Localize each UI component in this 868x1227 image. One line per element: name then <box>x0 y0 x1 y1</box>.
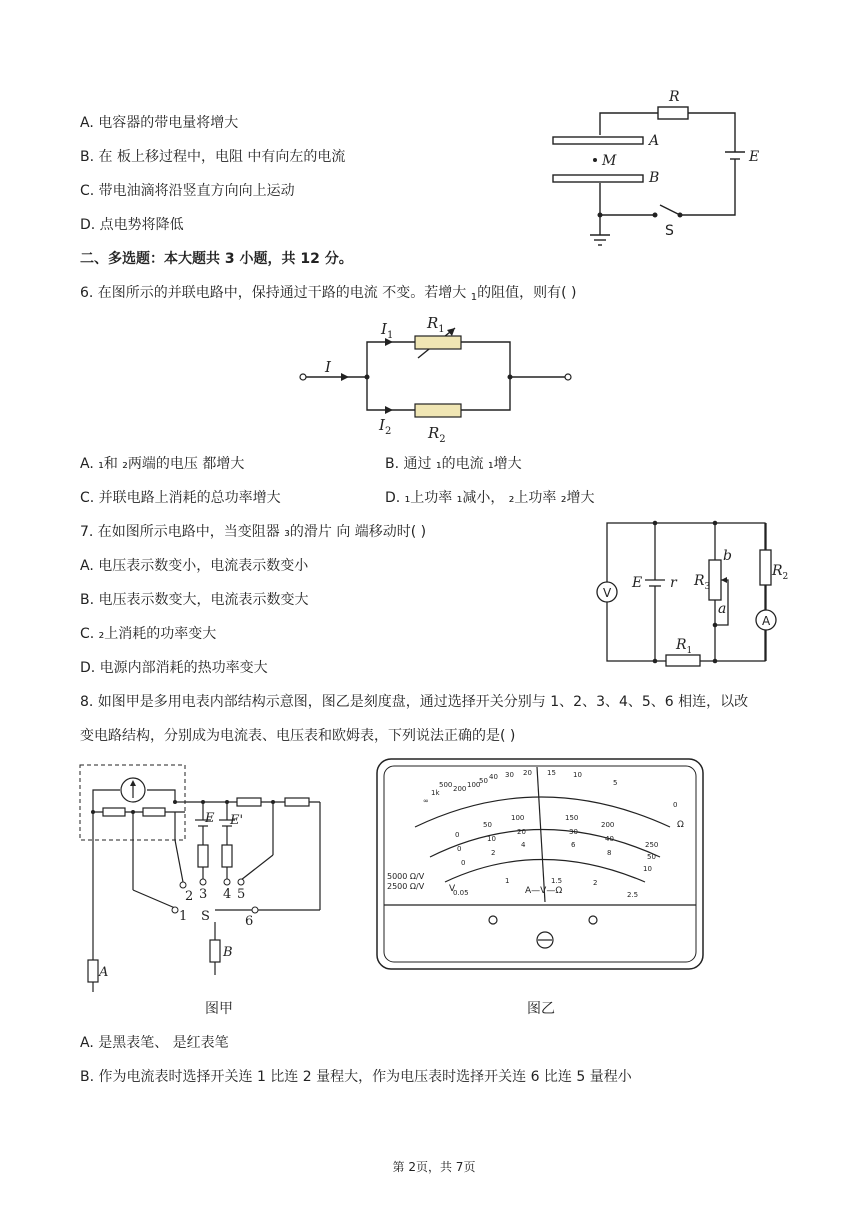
q8-stem-line1: 8. 如图甲是多用电表内部结构示意图，图乙是刻度盘，通过选择开关分别与 1、2、3、4、5、6 相连，以改 <box>80 694 749 710</box>
section-heading: 二、多选题：本大题共 3 小题，共 12 分。 <box>80 251 353 267</box>
fig8-label-4: 4 <box>223 887 232 902</box>
dc2-tick-30: 30 <box>569 828 578 836</box>
q8-figure-yi-meter <box>375 757 705 972</box>
caption-jia: 图甲 <box>205 1001 233 1017</box>
fig8-label-5: 5 <box>237 887 246 902</box>
fig8-label-6: 6 <box>245 914 254 929</box>
q6-stem: 6. 在图所示的并联电路中，保持通过干路的电流 不变。若增大 $_1$的阻值，则有( ) <box>80 285 577 303</box>
ac-tick-1: 1 <box>505 877 510 885</box>
dc-tick-100: 100 <box>511 814 525 822</box>
fig6-label-i2: $I_2$ <box>379 416 392 437</box>
ohm-tick-0: 0 <box>673 801 678 809</box>
meter-label-5000: 5000 Ω/V <box>387 872 425 881</box>
fig7-label-a: a <box>718 601 727 617</box>
fig8-label-3: 3 <box>199 887 208 902</box>
fig6-label-r2: $R_2$ <box>428 424 446 445</box>
ohm-tick-30: 30 <box>505 771 514 779</box>
q8-stem-line2: 变电路结构，分别成为电流表、电压表和欧姆表，下列说法正确的是( ) <box>80 728 516 744</box>
fig5-label-a: A <box>649 133 660 149</box>
dc3-tick-4: 4 <box>521 841 526 849</box>
fig7-label-r1: $R_1$ <box>676 637 693 656</box>
dc-tick-200: 200 <box>601 821 615 829</box>
dc3-tick-10: 10 <box>643 865 652 873</box>
fig8-label-e: E <box>205 811 215 826</box>
q7-option-b: B. 电压表示数变大，电流表示数变大 <box>80 592 309 608</box>
ac-tick-25: 2.5 <box>627 891 639 899</box>
dc3-tick-0: 0 <box>461 859 466 867</box>
fig6-label-i1: $I_1$ <box>381 320 394 341</box>
q7-stem: 7. 在如图所示电路中，当变阻器 ₃的滑片 向 端移动时( ) <box>80 524 427 540</box>
fig8-label-2: 2 <box>185 889 194 904</box>
ohm-tick-15: 15 <box>547 769 556 777</box>
fig7-label-e: E <box>632 575 643 591</box>
q8-option-a: A. 是黑表笔、 是红表笔 <box>80 1035 229 1051</box>
ohm-tick-10: 10 <box>573 771 582 779</box>
ammeter-label: A <box>762 614 771 628</box>
fig5-label-r: R <box>669 89 680 105</box>
dc2-tick-20: 20 <box>517 828 526 836</box>
ohm-tick-500: 500 <box>439 781 453 789</box>
fig5-label-b: B <box>649 170 660 186</box>
fig5-label-s: S <box>665 223 674 239</box>
q8-figure-jia <box>75 760 335 995</box>
q7-circuit-figure <box>590 515 790 670</box>
fig6-label-i: I <box>325 358 331 376</box>
fig7-label-r3: $R_3$ <box>694 573 711 592</box>
fig5-label-m: M <box>602 153 617 169</box>
page-footer: 第 2页，共 7页 <box>392 1160 476 1174</box>
meter-label-2500: 2500 Ω/V <box>387 882 425 891</box>
q5-option-d: D. 点电势将降低 <box>80 217 184 233</box>
q5-option-a: A. 电容器的带电量将增大 <box>80 115 239 131</box>
ac-tick-2: 2 <box>593 879 598 887</box>
dc-tick-150: 150 <box>565 814 579 822</box>
q7-option-a: A. 电压表示数变小，电流表示数变小 <box>80 558 309 574</box>
fig8-label-e-prime: E' <box>230 813 244 828</box>
ohm-tick-200: 200 <box>453 785 467 793</box>
ac-unit: V <box>449 884 456 894</box>
dc-tick-50: 50 <box>483 821 492 829</box>
q7-option-c: C. ₂上消耗的功率变大 <box>80 626 217 642</box>
ohm-tick-1k: 1k <box>431 789 440 797</box>
dc3-tick-6: 6 <box>571 841 576 849</box>
ohm-tick-5: 5 <box>613 779 618 787</box>
q6-option-a: A. ₁和 ₂两端的电压 都增大 <box>80 456 245 472</box>
q7-option-d: D. 电源内部消耗的热功率变大 <box>80 660 268 676</box>
dc-tick-0: 0 <box>455 831 460 839</box>
dc2-tick-50: 50 <box>647 853 656 861</box>
q6-circuit-figure <box>295 310 585 450</box>
ohm-tick-50: 50 <box>479 777 488 785</box>
fig5-label-e: E <box>749 149 760 165</box>
fig7-label-r2: $R_2$ <box>772 563 789 582</box>
ac-tick-15: 1.5 <box>551 877 563 885</box>
q5-circuit-figure <box>545 85 775 255</box>
q6-option-c: C. 并联电路上消耗的总功率增大 <box>80 490 281 506</box>
caption-yi: 图乙 <box>527 1001 555 1017</box>
q6-option-b: B. 通过 ₁的电流 ₁增大 <box>385 456 522 472</box>
fig8-label-b: B <box>223 945 233 960</box>
dc3-tick-8: 8 <box>607 849 612 857</box>
q8-option-b: B. 作为电流表时选择开关连 1 比连 2 量程大，作为电压表时选择开关连 6 比连 5 量程小 <box>80 1069 632 1085</box>
dc2-tick-0: 0 <box>457 845 462 853</box>
dc2-tick-40: 40 <box>605 835 614 843</box>
fig8-label-a: A <box>99 965 109 980</box>
ohm-unit: Ω <box>677 820 684 830</box>
voltmeter-label: V <box>603 586 612 600</box>
ohm-tick-100: 100 <box>467 781 481 789</box>
dc2-tick-10: 10 <box>487 835 496 843</box>
ohm-tick-20: 20 <box>523 769 532 777</box>
q5-option-b: B. 在 板上移过程中，电阻 中有向左的电流 <box>80 149 346 165</box>
dc3-tick-2: 2 <box>491 849 496 857</box>
q5-option-c: C. 带电油滴将沿竖直方向向上运动 <box>80 183 295 199</box>
q6-option-d: D. ₁上功率 ₁减小， ₂上功率 ₂增大 <box>385 490 595 506</box>
dc-tick-250: 250 <box>645 841 659 849</box>
ac-tick-005: 0.05 <box>453 889 469 897</box>
ohm-tick-inf: ∞ <box>423 797 429 805</box>
fig6-label-r1: $R_1$ <box>427 314 445 335</box>
fig8-label-1: 1 <box>179 909 188 924</box>
ohm-tick-40: 40 <box>489 773 498 781</box>
fig8-label-s: S <box>201 909 210 924</box>
fig7-label-r: r <box>670 575 677 591</box>
meter-center-label: A—V—Ω <box>525 886 563 896</box>
fig7-label-b: b <box>723 548 732 564</box>
